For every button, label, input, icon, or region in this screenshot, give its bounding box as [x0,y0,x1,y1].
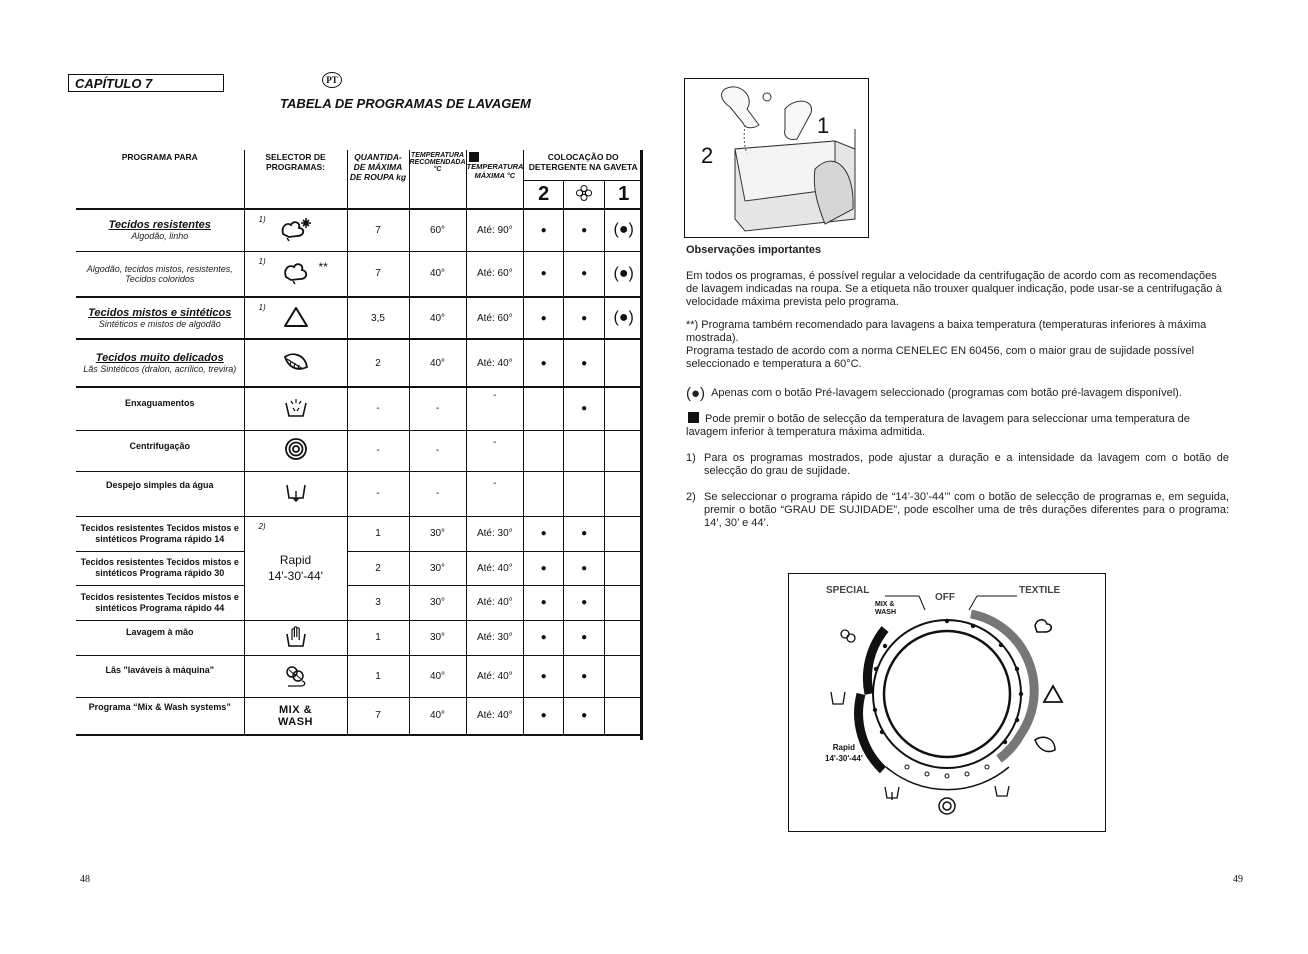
footnote-ref: 1) [258,215,266,224]
comp1-cell [605,585,643,620]
page-title: TABELA DE PROGRAMAS DE LAVAGEM [280,96,531,111]
page-number-right: 49 [1233,874,1243,885]
dial-spin-icon [939,798,955,814]
footnote-ref: 2) [258,521,266,531]
qty-cell: 7 [347,251,409,297]
row-title: Tecidos resistentes Tecidos mistos e sintéticos Programa rápido 14 [80,522,239,544]
rinse-icon [283,395,309,419]
softener-cell: ● [564,339,605,387]
header-quantidade: QUANTIDA- DE MÁXIMA DE ROUPA kg [347,150,409,209]
dial-off-label: OFF [935,592,955,603]
comp2-cell: ● [524,655,564,697]
dial-mix-wash-label: MIX & WASH [875,601,896,616]
comp1-cell: (●) [605,209,643,251]
prewash-symbol: (●) [686,385,706,402]
comp2-cell: ● [524,339,564,387]
qty-cell: 2 [347,551,409,585]
temp-max-cell: Até: 40° [466,551,524,585]
table-row [76,655,643,697]
comp2-cell: ● [524,620,564,655]
comp2-cell: ● [524,516,564,551]
row-title: Tecidos resistentes Tecidos mistos e sintéticos Programa rápido 44 [80,591,239,613]
table-row [76,251,643,297]
temp-max-cell: Até: 40° [466,339,524,387]
notes-temp-button-paragraph: Pode premir o botão de selecção da temperatura de lavagem para seleccionar uma temperatura de lavagem inferior à temperatura máxima admitida. [686,413,1190,438]
header-temp-recomendada: TEMPERATURA RECOMENDADA °C [409,150,466,209]
program-dial [789,574,1105,831]
compartment-2-label: 2 [524,180,564,209]
softener-cell: ● [564,251,605,297]
comp2-cell: ● [524,697,564,735]
temp-rec-cell: 30° [409,551,466,585]
row-title: Tecidos muito delicados [95,352,224,364]
qty-cell: 7 [347,697,409,735]
program-dial-figure [788,573,1106,832]
temp-rec-cell: - [409,387,466,430]
row-title: Tecidos resistentes Tecidos mistos e sintéticos Programa rápido 30 [80,557,239,578]
softener-cell: ● [564,209,605,251]
notes-cenelec-paragraph: Programa testado de acordo com a norma CENELEC EN 60456, com o maior grau de sujidade possível seleccionado e temperatura a 60°C. [686,345,1195,370]
notes-low-temp-paragraph: **) Programa também recomendado para lavagens a baixa temperatura (temperaturas inferiores à máxima mostrada). [686,319,1207,344]
softener-cell: ● [564,655,605,697]
row-subtitle: Algodão, linho [131,231,189,242]
dial-textile-label: TEXTILE [1019,585,1061,596]
row-title: Despejo simples da água [105,479,214,490]
cotton-prewash-icon [279,216,313,242]
double-asterisk: ** [318,259,328,274]
comp1-cell [605,339,643,387]
temp-rec-cell: 40° [409,297,466,339]
table-row [76,297,643,339]
softener-cell: ● [564,585,605,620]
temp-rec-cell: 60° [409,209,466,251]
qty-cell: - [347,387,409,430]
wool-yarn-icon [282,662,310,688]
comp2-cell [524,471,564,516]
spin-spiral-icon [284,437,308,461]
row-title: Centrifugação [129,440,190,451]
temp-max-cell: - [466,471,524,516]
temp-button-square-icon [688,412,699,423]
temp-button-square-icon [469,152,479,162]
cotton-icon [281,259,311,285]
qty-cell: 3 [347,585,409,620]
row-title: Enxaguamentos [124,398,195,408]
table-row [76,516,643,551]
drawer-label-1: 1 [817,113,830,138]
temp-rec-cell: 40° [409,655,466,697]
temp-max-cell: Até: 90° [466,209,524,251]
comp2-cell: ● [524,209,564,251]
softener-cell [564,430,605,471]
row-subtitle: Algodão, tecidos mistos, resistentes, Tecidos coloridos [86,263,233,284]
page-number-left: 48 [80,874,90,885]
mix-wash-label: MIX & WASH [278,703,313,728]
comp1-cell [605,430,643,471]
header-programa: PROGRAMA PARA [76,150,244,209]
qty-cell: 1 [347,655,409,697]
notes-spin-paragraph: Em todos os programas, é possível regular a velocidade da centrifugação de acordo com as recomendações de lavagem indicadas na roupa. Se a etiqueta não trouxer qualquer indicação, pode usar-se a centrifugação à velocidade máxima prevista pelo programa. [686,270,1222,308]
header-selector: SELECTOR DE PROGRAMAS: [244,150,347,209]
row-title: Tecidos resistentes [108,219,211,232]
qty-cell: 1 [347,620,409,655]
table-row [76,697,643,735]
softener-cell: ● [564,516,605,551]
temp-max-cell: Até: 60° [466,251,524,297]
footnote-ref: 1) [258,256,266,266]
drain-icon [284,481,308,503]
comp1-cell [605,620,643,655]
temp-max-cell: Até: 30° [466,516,524,551]
table-row [76,471,643,516]
comp2-cell: ● [524,585,564,620]
qty-cell: 7 [347,209,409,251]
softener-cell: ● [564,297,605,339]
chapter-heading: CAPÍTULO 7 [68,74,224,92]
footnote-ref: 1) [258,303,266,312]
temp-rec-cell: - [409,471,466,516]
compartment-1-label: 1 [605,180,643,209]
dial-synthetics-icon [1044,686,1062,702]
hand-wash-icon [284,624,308,648]
temp-max-cell: Até: 60° [466,297,524,339]
temp-rec-cell: 40° [409,697,466,735]
temp-rec-cell: 30° [409,585,466,620]
table-row [76,620,643,655]
row-title: Lãs "laváveis à máquina" [105,664,215,675]
rapid-label: Rapid 14'-30'-44' [268,553,323,583]
notes-prewash-item [686,387,1229,400]
temp-max-cell: Até: 30° [466,620,524,655]
row-title: Lavagem à mão [125,626,194,637]
table-row [76,551,643,585]
comp2-cell: ● [524,551,564,585]
flower-icon [564,180,605,209]
qty-cell: - [347,471,409,516]
dial-handwash-icon [831,692,845,704]
row-title: Programa “Mix & Wash systems” [88,701,231,712]
detergent-drawer-figure [684,78,869,238]
temp-rec-cell: 40° [409,251,466,297]
dial-delicates-icon [1035,737,1055,751]
dial-cotton-icon [1035,620,1051,632]
language-badge: PT [322,72,342,88]
dial-drain-icon [885,787,899,800]
table-row [76,387,643,430]
temp-max-cell: - [466,430,524,471]
qty-cell: 1 [347,516,409,551]
programs-table [76,150,643,736]
temp-max-cell: Até: 40° [466,655,524,697]
softener-cell [564,471,605,516]
comp2-cell: ● [524,251,564,297]
note-2: 2) Se seleccionar o programa rápido de “14’-30’-44’” com o botão de selecção de programas e, em seguida, premir o botão “GRAU DE SUJIDADE”, pode escolher uma de três durações diferentes para o programa: 14’, 30’ e 44’. [686,491,1229,529]
drawer-label-2: 2 [701,143,714,168]
row-subtitle: Lãs Sintéticos (dralon, acrílico, trevira) [83,364,237,374]
notes-heading: Observações importantes [686,244,822,256]
softener-cell: ● [564,697,605,735]
qty-cell: - [347,430,409,471]
softener-cell: ● [564,551,605,585]
dial-rinse-icon [995,786,1009,796]
comp1-cell [605,697,643,735]
synthetics-triangle-icon [283,306,309,328]
temp-rec-cell: 30° [409,620,466,655]
table-right-edge [640,150,643,740]
comp2-cell [524,387,564,430]
comp1-cell [605,387,643,430]
delicates-feather-icon [281,349,311,375]
header-temp-maxima: TEMPERATURA MÁXIMA °C [466,150,524,209]
temp-rec-cell: 30° [409,516,466,551]
dial-knob [884,631,1010,757]
important-notes [686,244,1229,530]
table-row [76,430,643,471]
temp-max-cell: Até: 40° [466,585,524,620]
temp-rec-cell: 40° [409,339,466,387]
comp1-cell [605,655,643,697]
note-1: 1) Para os programas mostrados, pode ajustar a duração e a intensidade da lavagem com o botão de selecção do grau de sujidade. [686,452,1229,477]
row-subtitle: Sintéticos e mistos de algodão [98,319,221,329]
table-row [76,209,643,251]
qty-cell: 2 [347,339,409,387]
dial-special-label: SPECIAL [826,585,870,596]
qty-cell: 3,5 [347,297,409,339]
comp1-cell [605,516,643,551]
softener-cell: ● [564,387,605,430]
temp-max-cell: Até: 40° [466,697,524,735]
row-title: Tecidos mistos e sintéticos [88,307,232,319]
table-row [76,585,643,620]
dial-rapid-label: Rapid 14'-30'-44' [825,743,863,763]
softener-cell: ● [564,620,605,655]
comp1-cell: (●) [605,251,643,297]
temp-max-cell: - [466,387,524,430]
comp1-cell [605,551,643,585]
temp-rec-cell: - [409,430,466,471]
header-detergente: COLOCAÇÃO DO DETERGENTE NA GAVETA [524,150,643,180]
table-row [76,339,643,387]
comp1-cell: (●) [605,297,643,339]
comp2-cell: ● [524,297,564,339]
notes-prewash-text: Apenas com o botão Pré-lavagem seleccionado (programas com botão pré-lavagem disponível). [711,387,1182,399]
comp1-cell [605,471,643,516]
comp2-cell [524,430,564,471]
